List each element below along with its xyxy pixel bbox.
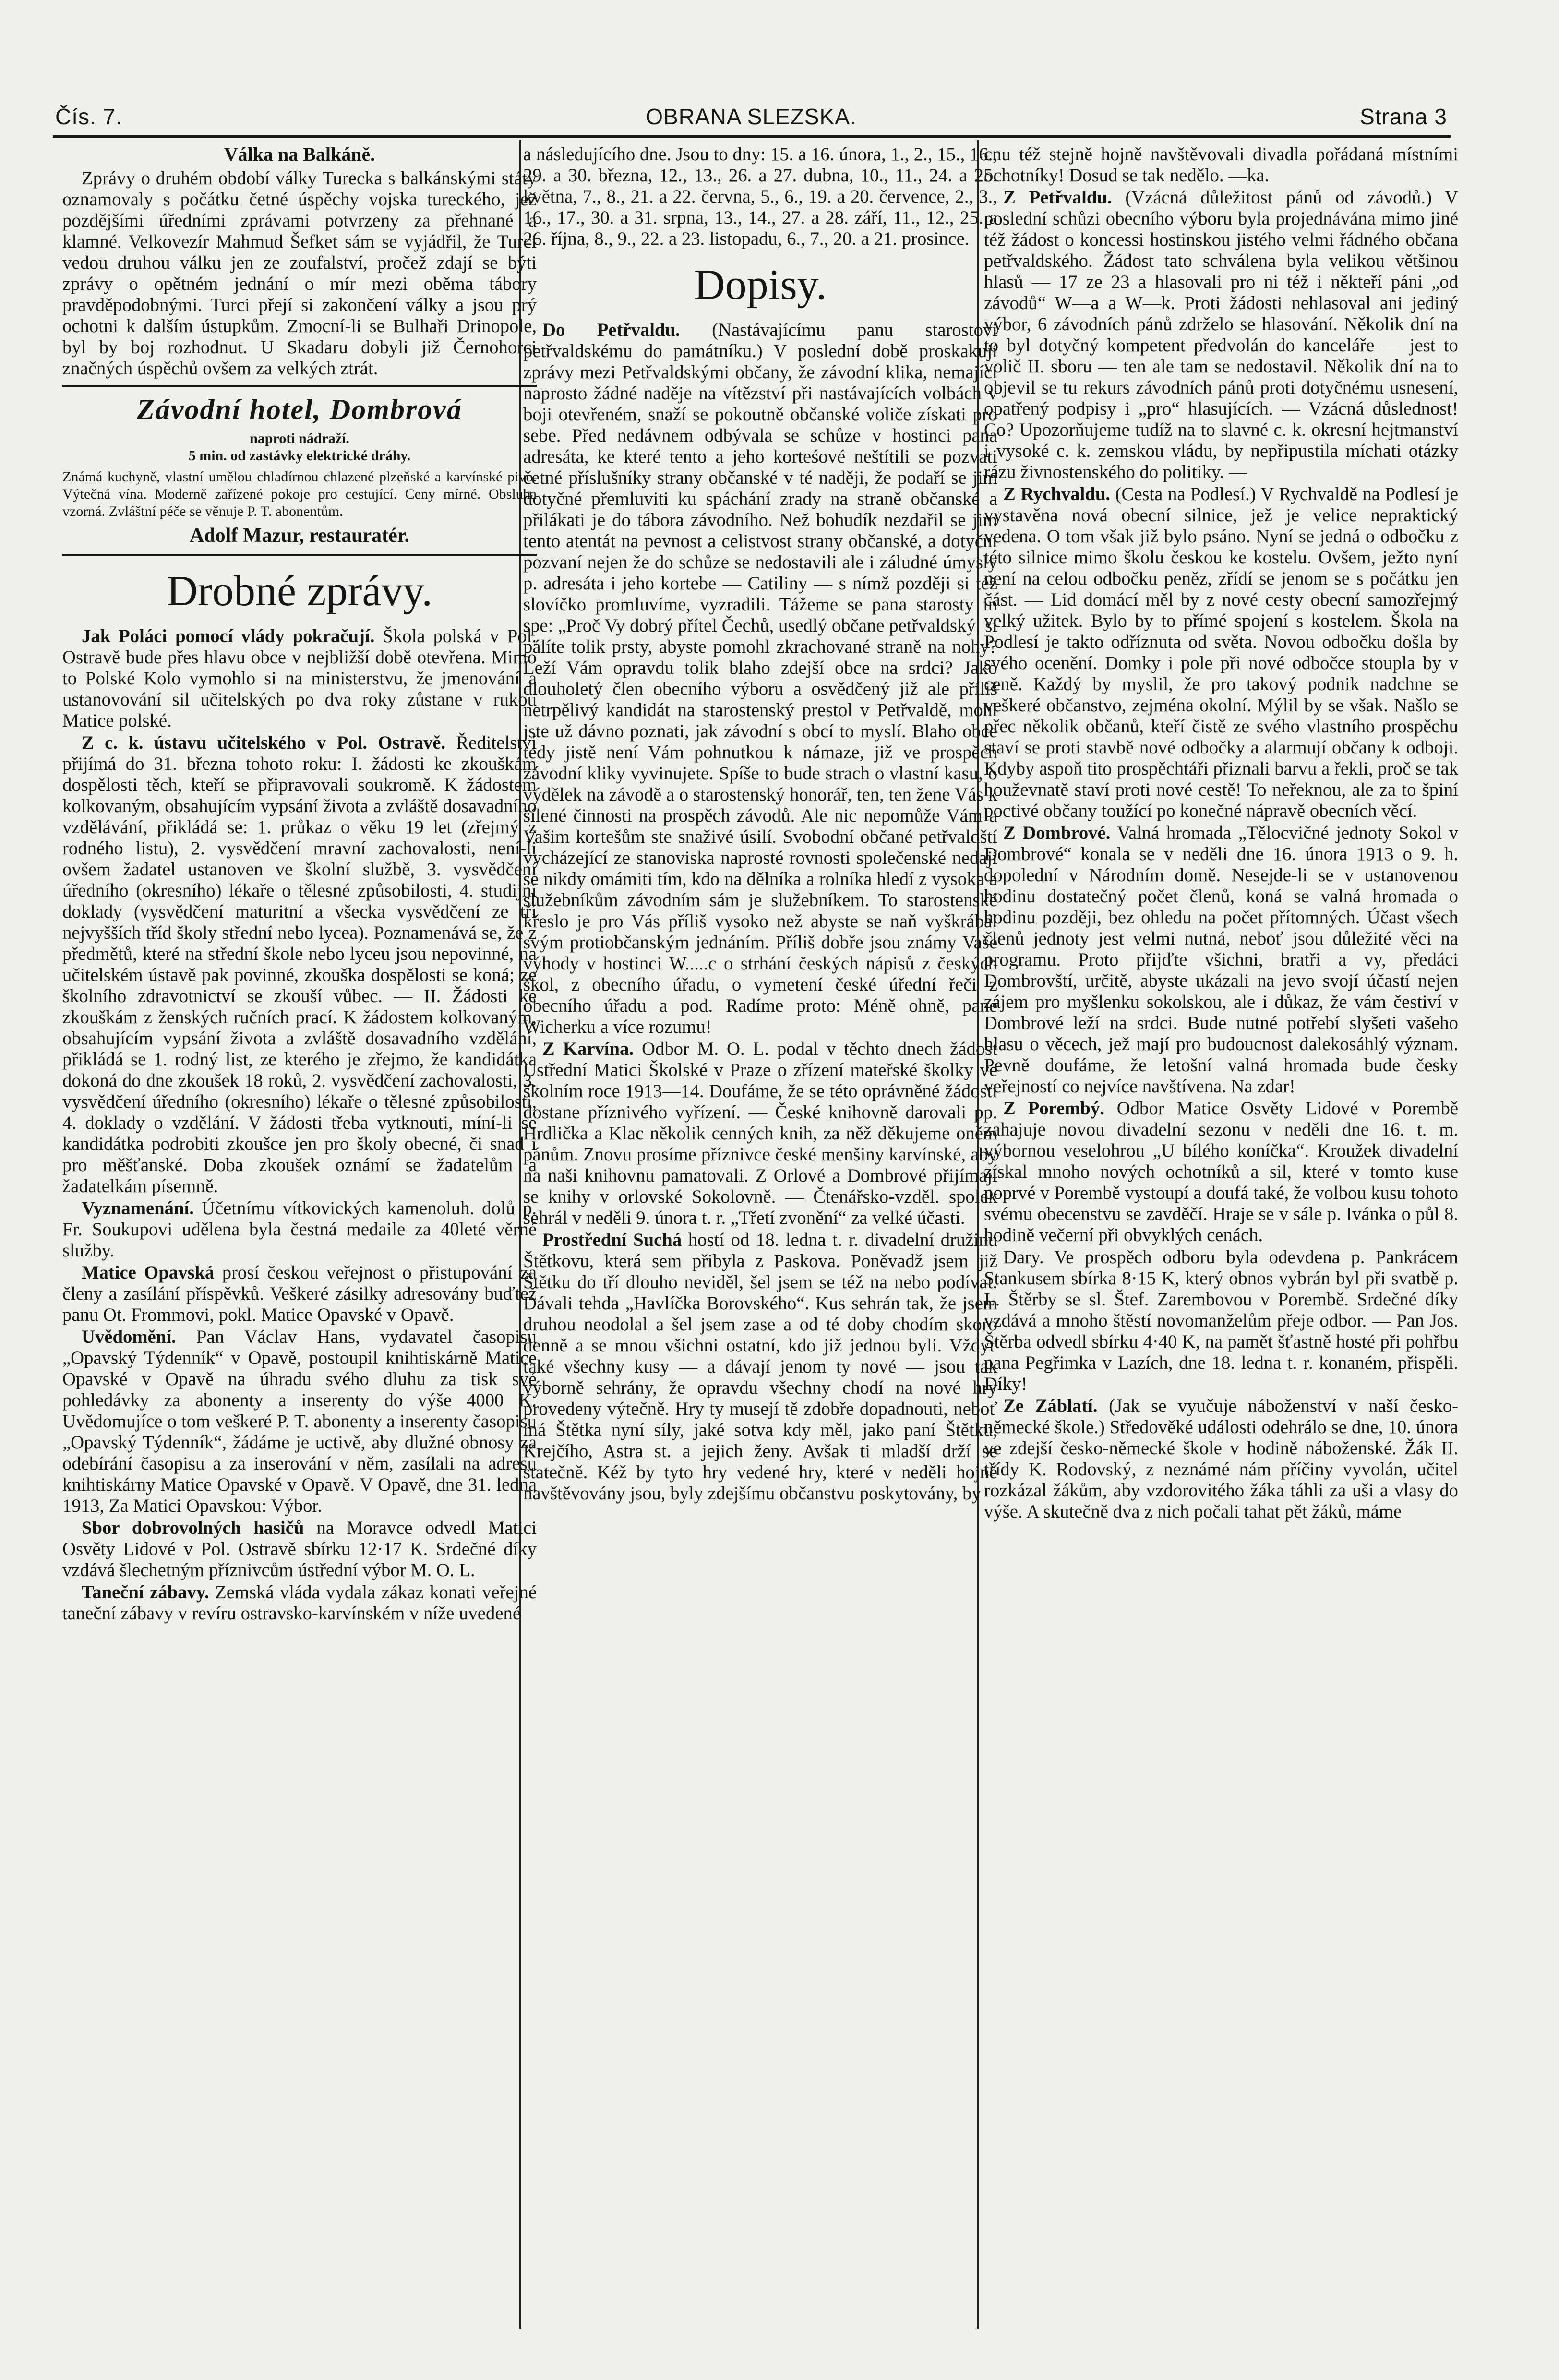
dates-continuation: a následujícího dne. Jsou to dny: 15. a 16. února, 1., 2., 15., 16., 29. a 30. března, 12., 13., 26. a 27. dubna, 10., 11., 24. a 25. května, 7., 8., 21. a 22. června, 5., 6., 19. a 20. července, 2., 3., 16., 17., 30. a 31. srpna, 13., 14., 27. a 28. září, 11., 12., 25. a 26. října, 8., 9., 22. a 23. listopadu, 6., 7., 20. a 21. prosince. (523, 144, 997, 249)
news-item (62, 1262, 537, 1326)
news-item-text: na Moravce odvedl Matici Osvěty Lidové v Pol. Ostravě sbírku 12·17 K. Srdečné díky vzdává šlechetným příznivcům ústřední výbor M. O. L. (62, 1518, 537, 1580)
news-item-lead: Vyznamenání. (82, 1198, 194, 1219)
hotel-ad-signature: Adolf Mazur, restauratér. (189, 525, 410, 547)
newspaper-title: OBRANA SLEZSKA. (646, 104, 857, 129)
letter-item-text: (Vzácná důležitost pánů od závodů.) V poslední schůzi obecního výboru byla projednávána mimo jiné též žádost o koncessi hostinskou jistého velmi řádného občana petřvaldského. Žádost tato schválena byla velikou většinou hlasů — 17 ze 23 a hlasovali pro ni též i někteří páni „od závodů“ W—a a W—k. Proti žádosti nehlasoval ani jediný výbor, 6 závodních pánů zdrželo se hlasování. Několik dní na to byl dotyčný kompetent předvolán do kanceláře — jest to volič II. sboru — ten ale tam se nedostavil. Několik dní na to objevil se tu rekurs závodních pánů proti dotyčnému usnesení, opatřený podpisy i „pro“ hlasujících. — Vzácná důslednost! Co? Upozorňujeme tudíž na to slavné c. k. okresní hejtmanství i vysoké c. k. zemskou vládu, by nepřipustila míchati otázky rázu živnostenského do politiky. — (984, 188, 1458, 482)
letter-item (984, 484, 1458, 822)
letter-item-text: (Nastávajícímu panu starostovi petřvaldskému do památníku.) V poslední době proskakují zprávy mezi Petřvaldskými občany, že závodní klika, nemající naprosto žádné naděje na vítězství při nastávajících volbách v boji otevřeném, snaží se pokoutně občanské voliče získati pro sebe. Před nedávnem odbývala se schůze v hostinci pana adresáta, ke které tento a jeho korteśové neštítili se pozvati četné příslušníky strany občanské v té naději, že podaří se jim dotyčné přemluviti ku spáchání zrady na straně občanské a přilákati je do tábora závodního. Než bohudík nezdařil se jim tento atentát na pevnost a celistvost strany občanské, a dotyční pozvaní nejen že do schůze se nedostavili ale i záludné úmysly p. adresáta i jeho kortebe — Catiliny — s nímž později si též slovíčko promluvíme, vyzradili. Tážeme se pana starosty in spe: „Proč Vy dobrý přítel Čechů, usedlý občane petřvaldský, si pálíte tolik prsty, abyste pomohl zkrachované straně na nohy? Leží Vám opravdu tolik blaho zdejší obce na srdci? Jako dlouholetý člen obecního výboru a osvědčený již ale příliš netrpělivý kandidát na starostenský prestol v Petřvaldě, mohl jste už dávno poznati, jak závodní s obcí to myslí. Blaho obce tedy jistě není Vám pohnutkou k námaze, již ve prospěch závodní kliky vyvinujete. Spíše to bude strach o vlastní kasu, o výdělek na závodě a o starostenský honorář, ten, ten žene Vás k šílené činnosti na prospěch závodů. Ale nic nepomůže Vám a Vašim kortešům ste snaživé úsilí. Svobodní občané petřvaldští vycházející ze stanoviska naprosté rovnosti společenské nedají se nikdy omámiti tím, kdo na dělníka a rolníka hledí z vysoka a služebníkům závodním sám je služebníkem. To starostenské křeslo je pro Vás příliš vysoko než abyste se naň vyškrábal svým protiobčanským jednáním. Příliš dobře jsou známy Vaše výhody v hostinci W.....c o strhání českých nápisů z českých škol, z obecního úřadu, o vymetení české úřední řeči z obecního úřadu a pod. Radíme proto: Méně ohně, pane Wicherku a více rozumu! (523, 320, 997, 1037)
news-item-text: Zemská vláda vydala zákaz konati veřejné taneční zábavy v revíru ostravsko-karvínském v níže uvedené (62, 1582, 537, 1624)
column-3 (984, 144, 1458, 2323)
letter-item (523, 1230, 997, 1504)
letter-item-text: Odbor Matice Osvěty Lidové v Porembě zahajuje novou divadelní sezonu v neděli dne 16. t. m. výbornou veselohrou „U bílého koníčka“. Kroužek divadelní získal mnoho nových ochotníků a sil, které v tomto kuse poprvé v Porembě vystoupí a doufá také, že volbou kusu tohoto svému obecenstvu se zavděčí. Hraje se v sále p. Ivánka o půl 8. hodině večerní při obvyklých cenách. (984, 1099, 1458, 1245)
news-item-text: Škola polská v Pol. Ostravě bude přes hlavu obce v nejbližší době otevřena. Mimo to Polské Kolo vymohlo si na ministerstvu, že jmenování a ustanovování sil učitelských po dva roky zůstane v rukou Matice polské. (62, 626, 537, 731)
news-item (62, 1327, 537, 1517)
news-item-text: prosí českou veřejnost o přistupování za členy a zasílání příspěvků. Veškeré zásilky adresovány buďtež panu Ot. Frommovi, pokl. Matice Opavské v Opavě. (62, 1263, 537, 1325)
letter-item-text: Odbor M. O. L. podal v těchto dnech žádost Ústřední Matici Školské v Praze o zřízení mateřské školky ve školním roce 1913—14. Doufáme, že se této oprávněné žádosti dostane příznivého vyřízení. — České knihovně darovali pp. Hrdlička a Klac několik cenných knih, za něž děkujeme oněm pánům. Znovu prosíme příznivce české menšiny karvínské, aby na naši knihovnu pamatovali. Z Orlové a Dombrové přijímají se knihy v orlovské Sokolovně. — Čtenářsko-vzděl. spolek sehrál v neděli 9. února t. r. „Třetí zvonění“ za velké účasti. (523, 1039, 997, 1228)
news-item-lead: Taneční zábavy. (82, 1582, 209, 1603)
news-heading: Drobné zprávy. (167, 567, 432, 615)
letter-item-lead: Z Rychvaldu. (1003, 484, 1111, 504)
letter-item-lead: Z Karvína. (542, 1039, 634, 1059)
letter-item: Dary. Ve prospěch odboru byla odevdena p. Pankrácem Stankusem sbírka 8·15 K, který obnos vybrán byl při svatbě p. L. Štěrby se sl. Štef. Zarembovou v Porembě. Srdečné díky vzdává a mnoho štěstí novomanželům přeje odbor. — Pan Jos. Štěrba odvedl sbírku 4·40 K, na pamět šťastně hosté při pohřbu pana Pegřimka v Lazích, dne 18. ledna t. r. konaném, přispěli. Díky! (984, 1247, 1458, 1394)
hotel-ad-line-2: 5 min. od zastávky elektrické dráhy. (188, 448, 411, 464)
letter-item-text: (Jak se vyučuje náboženství v naší česko-německé škole.) Středověké události odehrálo se dne, 10. února ve zdejší česko-německé škole v hodině náboženské. Žák II. třídy K. Rodovský, z neznámé nám příčiny vyvolán, učitel rozkázal žákům, aby vzdorovitého žáka táhli za uši a vlasy do výše. A skutečně dva z nich počali tahat pět žáků, máme (984, 1396, 1458, 1522)
separator (62, 385, 537, 387)
news-item (62, 1198, 537, 1261)
news-item-text: Pan Václav Hans, vydavatel časopisu „Opavský Týdenník“ v Opavě, postoupil knihtiskárně Matice Opavské v Opavě na úhradu svého dluhu za tisk své pohledávky za abonenty a inserenty do výše 4000 K. Uvědomujíce o tom veškeré P. T. abonenty a inserenty časopisu „Opavský Týdenník“, žádáme je uctivě, aby dlužné obnosy za odebírání časopisu a za inserování v něm, zasílali na adresu knihtiskárny Matice Opavské v Opavě. V Opavě, dne 31. ledna 1913, Za Matici Opavskou: Výbor. (62, 1327, 537, 1516)
news-item (62, 626, 537, 731)
news-item-lead: Sbor dobrovolných hasičů (82, 1518, 304, 1538)
letter-item (984, 1396, 1458, 1522)
page-number: Strana 3 (1360, 104, 1447, 129)
letter-item-text: hostí od 18. ledna t. r. divadelní družinu Štětkovu, která sem přibyla z Paskova. Poněvadž jsem již Štětku do tří dlouho neviděl, šel jsem se též na nebo podívat. Dávali tehda „Havlíčka Borovského“. Kus sehrán tak, že jsem druhou neodolal a šel jsem zase a od té doby chodím skoro denně a se mnou všichni ostatní, kdo již jednou byli. Vždyť také všechny kusy — a dávají jenom ty nové — jsou tak výborně sehrány, že opravdu všechny chodí na nové hry provedeny výtečně. Hry ty musejí tě zdobře dopadnouti, neboť má Štětka nyní síly, jaké sotva kdy měl, jako paní Štětku, Krejčího, Astra st. a jejich ženy. Avšak ti mladší drží se statečně. Kéž by tyto hry vedené hry, které v neděli hojně navštěvovány jsou, byly zdejšímu občanstvu poskytovány, by (523, 1230, 997, 1504)
letter-item-text: Valná hromada „Tělocvičné jednoty Sokol v Dombrové“ konala se v neděli dne 16. února 1913 o 9. h. dopolední v Národním domě. Nesejde-li se v ustanovenou hodinu dostatečný počet členů, koná se valná hromada o hodinu později, bez ohledu na počet přítomných. Účast všech členů jednoty jest velmi nutná, neboť jsou důležité věci na programu. Proto přijďte všichni, bratři a vy, předáci Dombrovští, určitě, abyste ukázali na jevo svojí účastí nejen zájem pro myšlenku sokolskou, ale i důkaz, že vám čestiví v Dombrové leží na srdci. Bude nutné potřebí slyšeti vašeho hlasu o věcech, jež mají pro budoucnost dalekosáhlý význam. Pevně doufáme, že letošní valná hromada bude česky veřejností co nejvíce navštívena. Na zdar! (984, 823, 1458, 1097)
letter-item-lead: Prostřední Suchá (542, 1230, 682, 1250)
page-header (55, 91, 1447, 130)
war-article: Zprávy o druhém období války Turecka s balkánskými státy oznamovaly s počátku četné úspěchy vojska tureckého, jež pozdějšími úředními zprávami potvrzeny za přehnané a klamné. Velkovezír Mahmud Šefket sám se vyjádřil, že Turci vedou druhou válku jen ze zoufalství, pročež zdají se býti zprávy o opětném jednání o mír mezi oběma tábory pravděpodobnými. Turci přejí si zakončení války a jsou prý ochotni k dalším ústupkům. Zmocní-li se Bulhaři Drinopole, byl by boj rozhodnut. U Skadaru dobyli již Černohorci značných úspěchů ovšem za velkých ztrát. (62, 168, 537, 379)
news-item (62, 1518, 537, 1581)
letter-item-lead: Ze Záblatí. (1003, 1396, 1098, 1416)
letter-item (984, 823, 1458, 1097)
news-item-text: Účetnímu vítkovických kamenoluh. dolů p. Fr. Soukupovi udělena byla čestná medaile za 40leté věrné služby. (62, 1198, 537, 1261)
letter-item (523, 320, 997, 1038)
news-item (62, 732, 537, 1197)
news-item-lead: Jak Poláci pomocí vlády pokračují. (82, 626, 375, 646)
letter-item-lead: Z Petřvaldu. (1003, 188, 1112, 208)
letter-item-text: (Cesta na Podlesí.) V Rychvaldě na Podlesí je vystavěna nová obecní silnice, jež je velice nepraktický vedena. O tom však již bylo psáno. Nyní se jedná o odbočku z této silnice mimo školu českou ke kostelu. Ovšem, ježto nyní není na celou odbočku peněz, zřídí se jenom se s počátku jen část. — Lid domácí měl by z nové cesty obecní samozřejmý velký užitek. Bylo by to přímé spojení s kostelem. Škola na Podlesí je takto odříznuta od světa. Novou odbočku došla by svého ocenění. Domky i pole při nové odbočce stoupla by v ceně. Každý by myslil, že pro takový podnik nadchne se veškeré občanstvo, zejména okolní. Mýlil by se však. Našlo se přec několik občanů, kteří čistě ze svého vlastního prospěchu staví se proti stavbě nové odbočky a alarmují občany k odboji. Kdyby aspoň tito prospěchtáři přiznali barvu a řekli, proč se tak houževnatě staví proti nové cestě! To neřeknou, ale za to špiní poctivé občany toužící po konečné nápravě obecních věcí. (984, 484, 1458, 821)
letter-item (523, 1039, 997, 1229)
hotel-ad-text: Známá kuchyně, vlastní umělou chladírnou chlazené plzeňské a karvínské pivo. Výtečná vína. Moderně zařízené pokoje pro cestující. Ceny mírné. Obsluha vzorná. Zvláštní péče se věnuje P. T. abonentům. (62, 469, 537, 519)
issue-number: Čís. 7. (55, 104, 122, 129)
war-heading: Válka na Balkáně. (224, 144, 375, 165)
letter-item-lead: Do Petřvaldu. (542, 320, 680, 340)
header-rule (53, 135, 1451, 138)
letter-item (984, 1098, 1458, 1246)
column-2 (523, 144, 997, 2323)
column-1 (62, 144, 537, 2323)
news-item-lead: Uvědomění. (82, 1327, 176, 1347)
letter-item (984, 187, 1458, 483)
letters-heading: Dopisy. (694, 261, 827, 309)
hotel-ad-line-1: naproti nádraží. (250, 431, 349, 446)
hotel-ad-title: Závodní hotel, Dombrová (137, 394, 462, 425)
news-item-text: Ředitelství přijímá do 31. března tohoto roku: I. žádosti ke zkouškám dospělosti těch, kteří se připravovali soukromě. K žádostem kolkovaným, obsahujícím vypsání života a zvláště dosavadního vzdělávání, přikládá se: 1. průkaz o věku 19 let (zřejmý z rodného listu), 2. vysvědčení mravní zachovalosti, není-li ovšem žadatel ustanoven ve školní službě, 3. vysvědčení úředního (okresního) lékaře o tělesné způsobilosti, 4. studijní doklady (vysvědčení maturitní a všecka vysvědčení ze tří nejvyšších tříd školy střední nebo lycea). Poznamenává se, že z předmětů, které na střední škole nebo lyceu jsou nepovinné, na učitelském ústavě pak povinné, zkouška dospělosti se koná; ze školního zdravotnictví se zkouší vůbec. — II. Žádosti ke zkouškám z ženských ručních prací. K žádostem kolkovaným, obsahujícím vypsání života a zvláště dosavadního vzdělání, přikládá se 1. rodný list, ze kterého je zřejmo, že kandidátka dokoná do dne zkoušek 18 roků, 2. vysvědčení zachovalosti, 3. vysvědčení úředního (okresního) lékaře o tělesné způsobilosti, 4. doklady o vzdělání. V žádosti třeba vytknouti, míní-li se kandidátka podrobiti zkoušce jen pro školy obecné, či snad i pro měšťanské. Doba zkoušek oznámí se žadatelům a žadatelkám písemně. (62, 733, 537, 1196)
letter-item-lead: Z Dombrové. (1003, 823, 1111, 843)
letter-continuation: cnu též stejně hojně navštěvovali divadla pořádaná místními ochotníky! Dosud se tak nedělo. —ka. (984, 144, 1458, 186)
separator (62, 554, 537, 556)
news-item-lead: Matice Opavská (82, 1263, 215, 1283)
news-item-lead: Z c. k. ústavu učitelského v Pol. Ostravě. (82, 733, 446, 753)
news-item (62, 1582, 537, 1624)
letter-item-lead: Z Porembý. (1003, 1099, 1104, 1119)
